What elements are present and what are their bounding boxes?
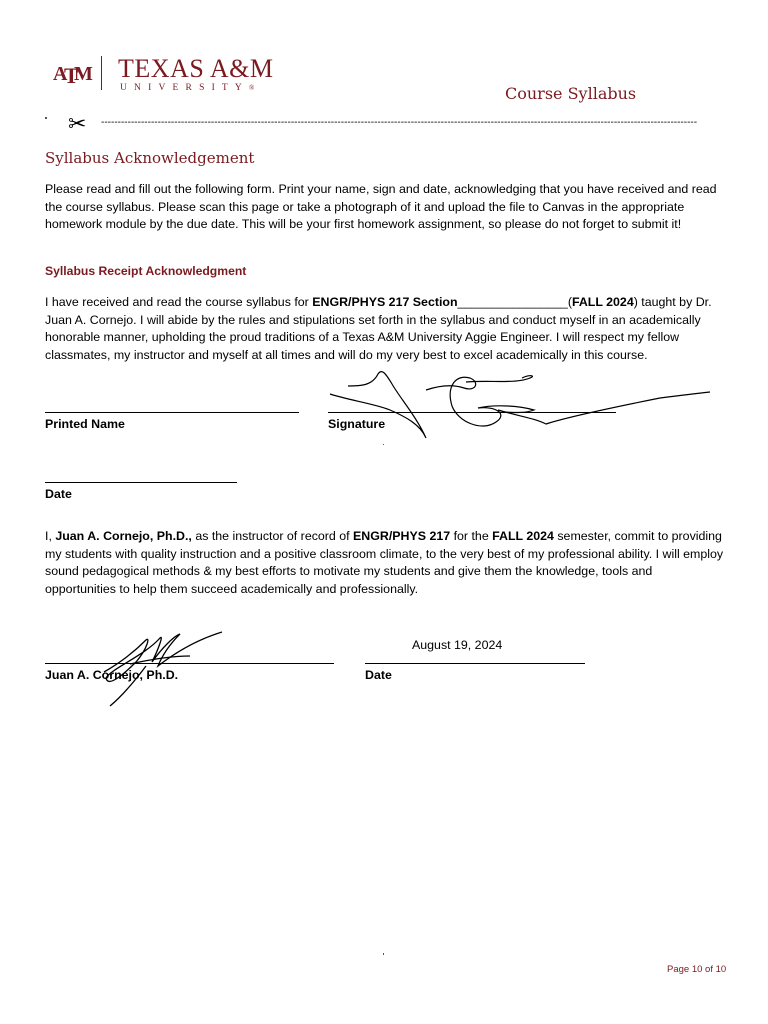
svg-text:T: T [64,63,79,88]
svg-text:A: A [53,63,68,85]
printed-name-line[interactable] [45,412,299,413]
instructor-date-value: August 19, 2024 [412,638,503,652]
university-subtitle: UNIVERSITY® [120,83,255,93]
scissors-icon: ✂ [68,111,87,136]
stray-dot [45,117,47,119]
intro-paragraph: Please read and fill out the following form. Print your name, sign and date, acknowledging that you have received and read the course syllabus. Please scan this page or take a photograph of it and upload the file to Canvas in the appropriate homework module by the due date. This will be your first homework assignment, so please do not forget to submit it! [45,182,717,231]
university-name: TEXAS A&M [118,54,274,83]
page-number: Page 10 of 10 [667,964,727,975]
student-signature [320,360,720,445]
instructor-name-label: Juan A. Cornejo, Ph.D. [45,668,179,682]
printed-name-label: Printed Name [45,417,125,431]
student-date-label: Date [45,487,72,501]
instructor-paragraph: I, Juan A. Cornejo, Ph.D., as the instructor of record of ENGR/PHYS 217 for the FALL 2024 semester, commit to providing my students with quality instruction and a positive classroom climate, to the very best of my professional ability. I will employ sound pedagogical methods & my best efforts to motivate my students and give them the knowledge, tools and opportunities to help them succeed academically and professionally. [45,529,724,596]
stray-dot [383,953,384,955]
signature-label: Signature [328,417,386,431]
tamu-logo-mark [53,58,91,88]
instructor-name-line [45,663,334,664]
cut-line: ----------------------------------------------------------------------------------------------------------------------------------------------------------------------------------- [101,117,698,128]
instructor-date-label: Date [365,668,392,682]
section-title: Syllabus Acknowledgement [45,149,255,167]
instructor-date-line [365,663,585,664]
student-date-line[interactable] [45,482,237,483]
stray-dot [383,444,384,445]
receipt-subtitle: Syllabus Receipt Acknowledgment [45,264,247,278]
document-type: Course Syllabus [505,84,637,103]
logo-divider [101,56,102,90]
student-paragraph: I have received and read the course syllabus for ENGR/PHYS 217 Section________________(FALL 2024) taught by Dr. Juan A. Cornejo. I will abide by the rules and stipulations set forth in the syllabus and conduct myself in an academically honorable manner, upholding the proud traditions of a Texas A&M University Aggie Engineer. I will respect my fellow classmates, my instructor and myself at all times and will do my very best to excel academically in this course. [45,295,712,362]
svg-text:M: M [74,63,93,85]
